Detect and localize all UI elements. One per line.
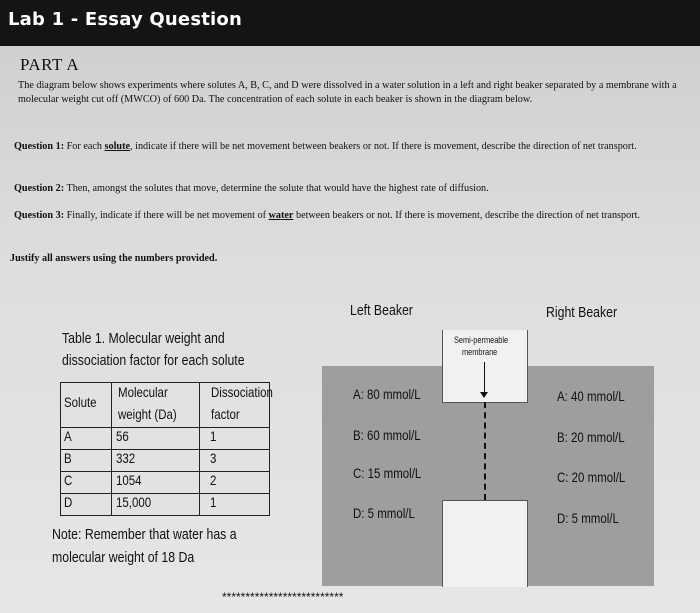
left-conc-a: A: 80 mmol/L: [353, 386, 421, 402]
table-cell-solute: C: [64, 472, 73, 488]
note-line2: molecular weight of 18 Da: [52, 549, 195, 566]
left-beaker-label: Left Beaker: [350, 302, 413, 319]
table-cell-df: 1: [210, 494, 217, 510]
table-cell-solute: D: [64, 494, 73, 510]
table-header-df-line1: Dissociation: [211, 384, 273, 400]
question-3-post: between beakers or not. If there is movement, describe the direction of net transport.: [295, 210, 640, 221]
right-conc-b: B: 20 mmol/L: [557, 429, 625, 445]
title-bar: [0, 0, 700, 46]
table-caption-line1: Table 1. Molecular weight and: [62, 330, 225, 347]
left-conc-d: D: 5 mmol/L: [353, 505, 415, 521]
page-title: Lab 1 - Essay Question: [8, 9, 243, 30]
question-3-key: water: [268, 210, 294, 221]
left-conc-b: B: 60 mmol/L: [353, 427, 421, 443]
part-heading: PART A: [20, 55, 80, 74]
right-conc-c: C: 20 mmol/L: [557, 469, 626, 485]
right-beaker-label: Right Beaker: [546, 304, 618, 321]
table-header-mw-line1: Molecular: [118, 384, 168, 400]
table-cell-mw: 15,000: [116, 494, 152, 510]
membrane-label-line2: membrane: [462, 347, 498, 357]
beaker-divider: [442, 500, 528, 587]
arrow-head-icon: [480, 392, 488, 398]
question-2: [14, 182, 694, 196]
question-2-text: Then, amongst the solutes that move, determine the solute that would have the highest rate of diffusion.: [66, 183, 489, 194]
question-1: [14, 140, 694, 154]
right-conc-a: A: 40 mmol/L: [557, 388, 625, 404]
question-1-pre: For each: [66, 141, 102, 152]
note-line1: Note: Remember that water has a: [52, 526, 237, 543]
membrane-arrow: [484, 362, 485, 394]
right-conc-d: D: 5 mmol/L: [557, 510, 619, 526]
question-3-pre: Finally, indicate if there will be net movement of: [66, 210, 266, 221]
table-cell-mw: 56: [116, 428, 129, 444]
separator-stars: **************************: [222, 590, 344, 604]
left-conc-c: C: 15 mmol/L: [353, 465, 422, 481]
table-cell-df: 2: [210, 472, 217, 488]
table-header-df-line2: factor: [211, 406, 240, 422]
table-cell-df: 3: [210, 450, 217, 466]
question-3: [14, 209, 694, 223]
intro-paragraph: The diagram below shows experiments where solutes A, B, C, and D were dissolved in a water solution in a left and right beaker separated by a membrane with a molecular weight cut off (MWCO) of 600 Da. The concentration of each solute in each beaker is shown in the diagram below.: [18, 80, 677, 105]
table-header-solute: Solute: [64, 394, 97, 410]
question-1-post: , indicate if there will be net movement between beakers or not. If there is movement, describe the direction of net transport.: [130, 141, 637, 152]
question-1-label: Question 1:: [14, 141, 65, 152]
question-3-label: Question 3:: [14, 210, 65, 221]
question-2-label: Question 2:: [14, 183, 65, 194]
table-cell-mw: 332: [116, 450, 136, 466]
justify-note: [10, 252, 690, 266]
justify-text: Justify all answers using the numbers provided.: [10, 253, 218, 264]
question-1-key: solute: [104, 141, 131, 152]
table-cell-solute: B: [64, 450, 72, 466]
membrane-line: [484, 402, 486, 500]
table-header-mw-line2: weight (Da): [118, 406, 177, 422]
table-cell-df: 1: [210, 428, 217, 444]
table-caption-line2: dissociation factor for each solute: [62, 352, 245, 369]
membrane-label-line1: Semi-permeable: [454, 335, 509, 345]
table-cell-solute: A: [64, 428, 72, 444]
table-cell-mw: 1054: [116, 472, 142, 488]
